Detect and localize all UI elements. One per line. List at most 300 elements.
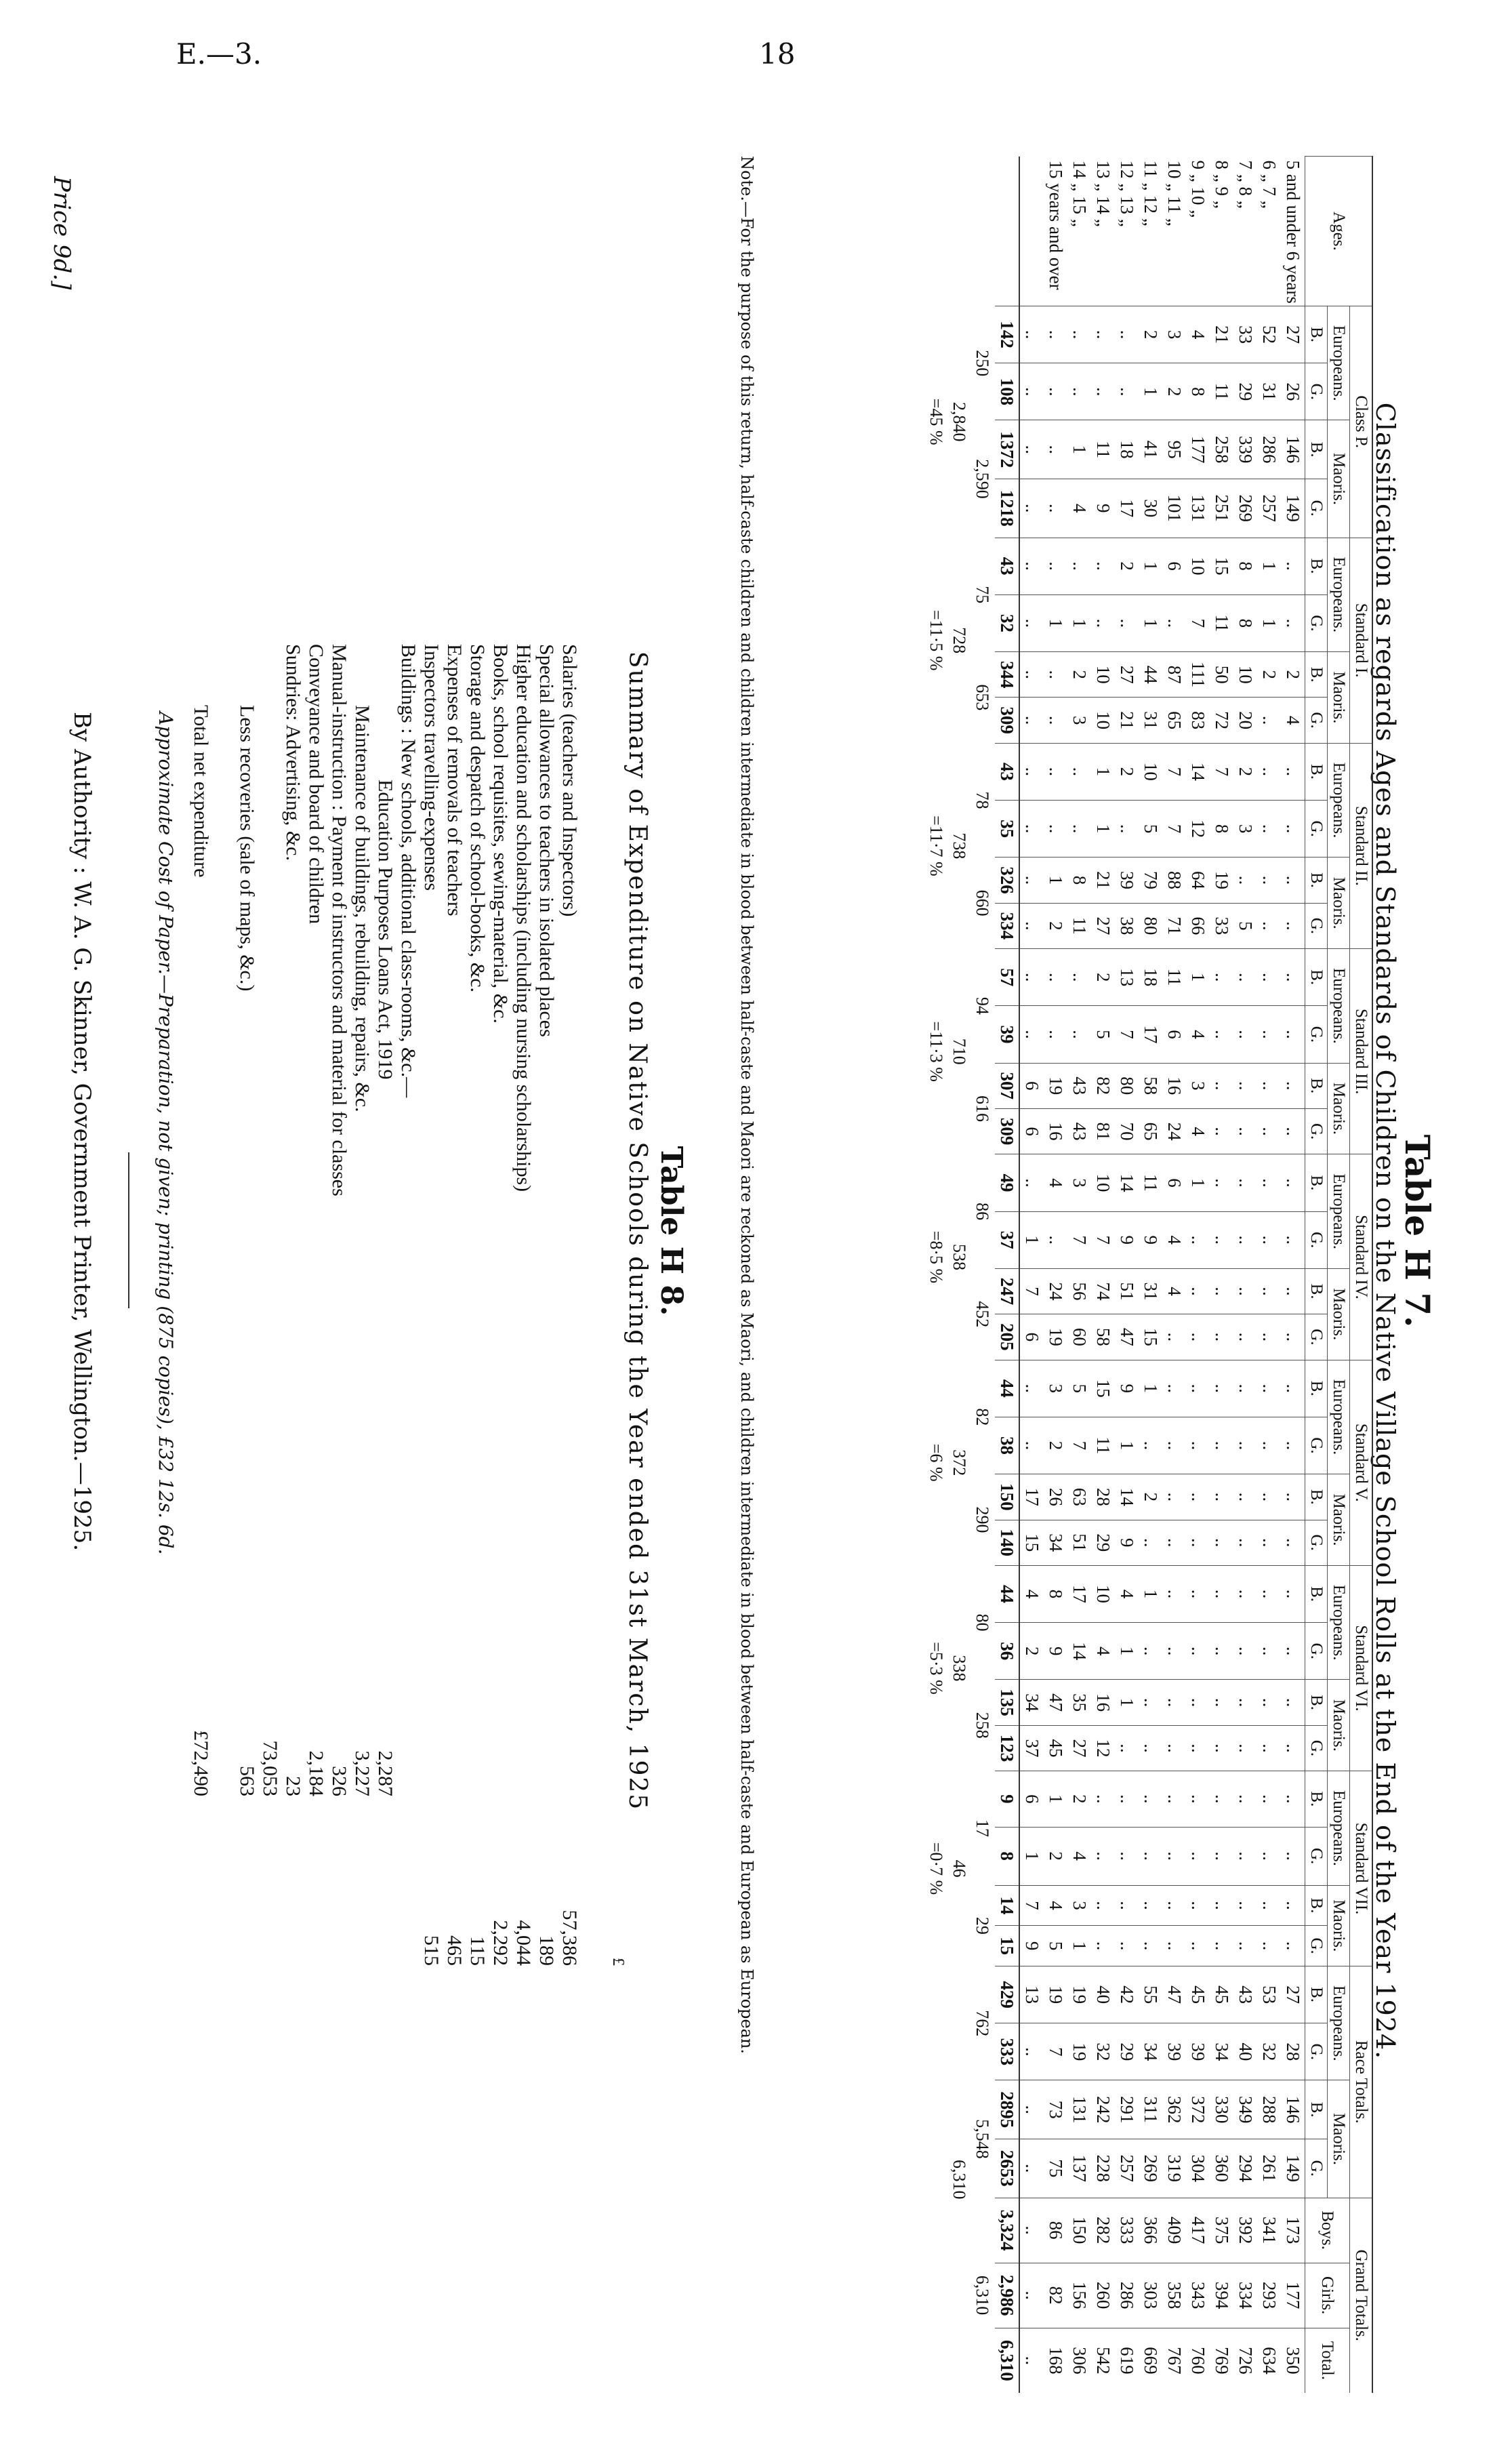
value-cell: 394	[1210, 2263, 1233, 2328]
total-cell: 2895	[995, 2080, 1019, 2139]
total-cell: 2,986	[995, 2263, 1019, 2328]
value-cell: ..	[1044, 698, 1067, 743]
value-cell: ..	[1257, 1725, 1281, 1771]
europeans-header: Europeans.	[1328, 538, 1350, 652]
value-cell: 1	[1044, 1771, 1067, 1827]
value-cell: ..	[1139, 1885, 1162, 1926]
value-cell: 4	[1281, 698, 1305, 743]
value-cell: ..	[1139, 1520, 1162, 1565]
value-cell: ..	[1186, 1474, 1210, 1520]
value-cell: ..	[1091, 1926, 1115, 1966]
value-cell: ..	[1233, 1771, 1257, 1827]
value-cell: ..	[1281, 1725, 1305, 1771]
total-cell: 1372	[995, 420, 1019, 479]
group-header: Standard VII.	[1350, 1771, 1373, 1966]
value-cell: 41	[1139, 420, 1162, 479]
expenditure-row	[189, 644, 212, 1966]
value-cell: ..	[1139, 1417, 1162, 1474]
value-cell: ..	[1281, 538, 1305, 594]
age-cell	[1019, 157, 1044, 306]
value-cell: ..	[1233, 1154, 1257, 1211]
value-cell: 40	[1091, 1966, 1115, 2023]
girls-col-header: G.	[1305, 363, 1328, 420]
value-cell: 11	[1162, 949, 1186, 1006]
value-cell: ..	[1115, 1827, 1139, 1885]
value-cell: ..	[1019, 1154, 1044, 1211]
value-cell: 149	[1281, 479, 1305, 538]
value-cell: 20	[1233, 698, 1257, 743]
value-cell: ..	[1115, 594, 1139, 651]
girls-col-header: G.	[1305, 2139, 1328, 2198]
value-cell: 2	[1233, 743, 1257, 800]
age-cell: 7 „ 8 „	[1235, 160, 1256, 209]
value-cell: 111	[1186, 652, 1210, 698]
value-cell: 47	[1044, 1680, 1067, 1725]
value-cell: ..	[1044, 1006, 1067, 1063]
value-cell: 42	[1115, 1966, 1139, 2023]
value-cell: 14	[1115, 1474, 1139, 1520]
maoris-header: Maoris.	[1328, 2080, 1350, 2198]
total-cell: 57	[995, 949, 1019, 1006]
currency-symbol: £	[609, 1958, 627, 1966]
boys-col-header: B.	[1305, 1680, 1328, 1725]
total-cell: 334	[995, 903, 1019, 948]
value-cell: ..	[1257, 1268, 1281, 1314]
value-cell: 12	[1186, 801, 1210, 857]
price-label: Price 9d.]	[48, 176, 75, 290]
value-cell: 4	[1091, 1623, 1115, 1680]
value-cell: ..	[1281, 1623, 1305, 1680]
expenditure-subamount: 23	[282, 1776, 304, 1796]
value-cell: ..	[1233, 857, 1257, 903]
value-cell: 258	[1210, 420, 1233, 479]
value-cell: 366	[1139, 2198, 1162, 2263]
value-cell: 294	[1233, 2139, 1257, 2198]
value-cell: 8	[1186, 363, 1210, 420]
value-cell: ..	[1139, 1623, 1162, 1680]
value-cell: 40	[1233, 2023, 1257, 2080]
value-cell: 82	[1044, 2263, 1067, 2328]
value-cell: ..	[1044, 743, 1067, 800]
value-cell: ..	[1257, 1360, 1281, 1417]
value-cell: ..	[1186, 1314, 1210, 1360]
value-cell: 2	[1281, 652, 1305, 698]
table-row	[1210, 157, 1233, 2394]
value-cell: ..	[1257, 1771, 1281, 1827]
value-cell: 4	[1186, 1108, 1210, 1154]
value-cell: 1	[1067, 594, 1091, 651]
value-cell: 11	[1210, 594, 1233, 651]
value-cell: 1	[1257, 538, 1281, 594]
group-total-cell: 538	[949, 1243, 969, 1270]
value-cell: ..	[1186, 1771, 1210, 1827]
total-cell: 49	[995, 1154, 1019, 1211]
value-cell: ..	[1186, 1885, 1210, 1926]
table-row	[1186, 157, 1210, 2394]
value-cell: 47	[1115, 1314, 1139, 1360]
value-cell: ..	[1257, 1063, 1281, 1108]
value-cell: ..	[1281, 1417, 1305, 1474]
value-cell: 360	[1210, 2139, 1233, 2198]
value-cell: 1	[1115, 1417, 1139, 1474]
value-cell: 7	[1067, 1211, 1091, 1268]
value-cell: ..	[1162, 1885, 1186, 1926]
value-cell: ..	[1186, 1520, 1210, 1565]
value-cell: ..	[1044, 363, 1067, 420]
value-cell: 51	[1115, 1268, 1139, 1314]
value-cell: 2	[1091, 949, 1115, 1006]
expenditure-label: Buildings : New schools, additional class-rooms, &c.—	[397, 644, 420, 1098]
maoris-header: Maoris.	[1328, 1268, 1350, 1360]
value-cell: 11	[1067, 903, 1091, 948]
value-cell: 1	[1091, 801, 1115, 857]
expenditure-list	[189, 644, 627, 1966]
value-cell: ..	[1233, 1360, 1257, 1417]
value-cell: 17	[1067, 1565, 1091, 1622]
total-cell: 44	[995, 1565, 1019, 1622]
value-cell: 83	[1186, 698, 1210, 743]
value-cell: ..	[1115, 1926, 1139, 1966]
total-cell: 35	[995, 801, 1019, 857]
expenditure-label: Inspectors travelling-expenses	[420, 644, 443, 891]
value-cell: 32	[1091, 2023, 1115, 2080]
value-cell: 177	[1281, 2263, 1305, 2328]
total-cell: 37	[995, 1211, 1019, 1268]
value-cell: 350	[1281, 2328, 1305, 2393]
value-cell: 3	[1233, 801, 1257, 857]
value-cell: 1	[1139, 363, 1162, 420]
subtotal-cell: 762	[973, 2010, 992, 2037]
table-h7	[924, 156, 1373, 2393]
value-cell: ..	[1257, 1108, 1281, 1154]
value-cell: 1	[1139, 1360, 1162, 1417]
europeans-header: Europeans.	[1328, 1360, 1350, 1474]
total-cell: 309	[995, 698, 1019, 743]
value-cell: 334	[1233, 2263, 1257, 2328]
expenditure-subamount: 2,184	[305, 1750, 327, 1796]
value-cell: 7	[1067, 1417, 1091, 1474]
value-cell: 5	[1044, 1926, 1067, 1966]
value-cell: 149	[1281, 2139, 1305, 2198]
totals-label	[995, 157, 1019, 306]
percent-cell: =8·5 %	[926, 1230, 946, 1284]
value-cell: ..	[1044, 479, 1067, 538]
maoris-header: Maoris.	[1328, 420, 1350, 538]
value-cell: 45	[1186, 1966, 1210, 2023]
value-cell: 3	[1067, 1885, 1091, 1926]
value-cell: 14	[1067, 1623, 1091, 1680]
value-cell: 43	[1233, 1966, 1257, 2023]
value-cell: 1	[1044, 857, 1067, 903]
subtotal-cell: 80	[973, 1613, 992, 1632]
value-cell: ..	[1044, 306, 1067, 363]
value-cell: 257	[1257, 479, 1281, 538]
girls-col-header: G.	[1305, 1108, 1328, 1154]
value-cell: 2	[1139, 306, 1162, 363]
value-cell: ..	[1091, 1771, 1115, 1827]
value-cell: 29	[1091, 1520, 1115, 1565]
value-cell: ..	[1210, 1623, 1233, 1680]
value-cell: 19	[1067, 1966, 1091, 2023]
value-cell: 17	[1019, 1474, 1044, 1520]
value-cell: 5	[1139, 801, 1162, 857]
value-cell: 21	[1210, 306, 1233, 363]
value-cell: ..	[1162, 1623, 1186, 1680]
percent-cell: =45 %	[926, 398, 946, 445]
percent-cell: =5·3 %	[926, 1642, 946, 1695]
value-cell: ..	[1210, 1360, 1233, 1417]
total-cell: 15	[995, 1926, 1019, 1966]
value-cell: 39	[1186, 2023, 1210, 2080]
value-cell: 8	[1233, 538, 1257, 594]
group-total-cell: 728	[949, 627, 969, 654]
value-cell: 64	[1186, 857, 1210, 903]
boys-col-header: B.	[1305, 1154, 1328, 1211]
boys-col-header: B.	[1305, 1474, 1328, 1520]
value-cell: 311	[1139, 2080, 1162, 2139]
value-cell: 16	[1044, 1108, 1067, 1154]
age-cell: 14 „ 15 „	[1069, 160, 1090, 227]
expenditure-label: Manual-instruction : Payment of instructors and material for classes	[328, 644, 350, 1196]
value-cell: ..	[1210, 1063, 1233, 1108]
value-cell: ..	[1233, 1474, 1257, 1520]
table-h8-label: Table H 8.	[654, 1146, 689, 1316]
girls-col-header: G.	[1305, 1314, 1328, 1360]
group-total-cell: 46	[949, 1859, 969, 1878]
value-cell: 4	[1115, 1565, 1139, 1622]
expenditure-row	[373, 644, 396, 1966]
value-cell: 66	[1186, 903, 1210, 948]
girls-col-header: G.	[1305, 1006, 1328, 1063]
value-cell: 1	[1186, 1154, 1210, 1211]
total-cell: 2653	[995, 2139, 1019, 2198]
value-cell: ..	[1067, 743, 1091, 800]
value-cell: 17	[1115, 479, 1139, 538]
value-cell: ..	[1210, 1827, 1233, 1885]
maoris-header: Maoris.	[1328, 1474, 1350, 1566]
value-cell: 7	[1091, 1211, 1115, 1268]
value-cell: ..	[1019, 363, 1044, 420]
value-cell: ..	[1281, 903, 1305, 948]
value-cell: 228	[1091, 2139, 1115, 2198]
value-cell: 173	[1281, 2198, 1305, 2263]
group-header: Standard V.	[1350, 1360, 1373, 1565]
total-cell: 36	[995, 1623, 1019, 1680]
value-cell: ..	[1019, 698, 1044, 743]
girls-col-header: G.	[1305, 2023, 1328, 2080]
value-cell: ..	[1091, 594, 1115, 651]
value-cell: 319	[1162, 2139, 1186, 2198]
value-cell: ..	[1257, 1520, 1281, 1565]
europeans-header: Europeans.	[1328, 1565, 1350, 1680]
value-cell: ..	[1115, 1771, 1139, 1827]
expenditure-row	[443, 644, 466, 1966]
subtotal-cell: 258	[973, 1712, 992, 1739]
value-cell: 409	[1162, 2198, 1186, 2263]
value-cell: 260	[1091, 2263, 1115, 2328]
value-cell: 27	[1067, 1725, 1091, 1771]
value-cell: ..	[1210, 1926, 1233, 1966]
girls-col-header: G.	[1305, 1211, 1328, 1268]
value-cell: 80	[1139, 903, 1162, 948]
expenditure-subamount: 2,287	[374, 1750, 396, 1796]
value-cell: 619	[1115, 2328, 1139, 2393]
value-cell: 53	[1257, 1966, 1281, 2023]
value-cell: 726	[1233, 2328, 1257, 2393]
expenditure-row	[466, 644, 489, 1966]
value-cell: ..	[1019, 2139, 1044, 2198]
value-cell: 3	[1162, 306, 1186, 363]
value-cell: 1	[1139, 538, 1162, 594]
girls-col-header: G.	[1305, 1417, 1328, 1474]
total-cell: 3,324	[995, 2198, 1019, 2263]
value-cell: ..	[1233, 1885, 1257, 1926]
value-cell: 2	[1044, 1417, 1067, 1474]
value-cell: 2	[1139, 1474, 1162, 1520]
group-total-cell: 372	[949, 1449, 969, 1476]
expenditure-amount: 115	[466, 1936, 489, 1966]
value-cell: 24	[1044, 1268, 1067, 1314]
expenditure-subamount: 73,053	[259, 1740, 281, 1796]
value-cell: 6	[1019, 1771, 1044, 1827]
value-cell: ..	[1257, 1006, 1281, 1063]
value-cell: 10	[1139, 743, 1162, 800]
total-cell: 309	[995, 1108, 1019, 1154]
total-cell: 135	[995, 1680, 1019, 1725]
value-cell: ..	[1257, 801, 1281, 857]
boys-col-header: B.	[1305, 420, 1328, 479]
subtotal-cell: 78	[973, 791, 992, 809]
subtotal-cell: 29	[973, 1916, 992, 1935]
value-cell: 4	[1186, 1006, 1210, 1063]
value-cell: ..	[1044, 652, 1067, 698]
value-cell: 18	[1115, 420, 1139, 479]
value-cell: 39	[1115, 857, 1139, 903]
value-cell: ..	[1210, 1520, 1233, 1565]
value-cell: 4	[1019, 1565, 1044, 1622]
value-cell: ..	[1091, 363, 1115, 420]
table-row	[1162, 157, 1186, 2394]
value-cell: 14	[1186, 743, 1210, 800]
value-cell: ..	[1019, 306, 1044, 363]
value-cell: 156	[1067, 2263, 1091, 2328]
expenditure-row	[350, 644, 373, 1966]
value-cell: ..	[1210, 1154, 1233, 1211]
value-cell: 7	[1162, 801, 1186, 857]
europeans-header: Europeans.	[1328, 1771, 1350, 1886]
value-cell: 19	[1044, 1314, 1067, 1360]
value-cell: ..	[1210, 1314, 1233, 1360]
value-cell: 6	[1162, 538, 1186, 594]
value-cell: 58	[1091, 1314, 1115, 1360]
value-cell: ..	[1281, 1827, 1305, 1885]
age-cell: 8 „ 9 „	[1212, 160, 1232, 209]
value-cell: 88	[1162, 857, 1186, 903]
table-row	[1044, 157, 1067, 2394]
value-cell: 4	[1044, 1885, 1067, 1926]
value-cell: 669	[1139, 2328, 1162, 2393]
cost-of-paper-note: Approximate Cost of Paper.—Preparation, not given; printing (875 copies), £32 12s. 6d.	[155, 712, 177, 1555]
value-cell: 5	[1067, 1360, 1091, 1417]
value-cell: 269	[1233, 479, 1257, 538]
girls-col-header: G.	[1305, 1926, 1328, 1966]
printer-authority: By Authority : W. A. G. Skinner, Government Printer, Wellington.—1925.	[68, 712, 96, 1552]
value-cell: 1	[1257, 594, 1281, 651]
value-cell: 60	[1067, 1314, 1091, 1360]
value-cell: ..	[1281, 1360, 1305, 1417]
value-cell: ..	[1186, 1623, 1210, 1680]
value-cell: 2	[1115, 743, 1139, 800]
value-cell: ..	[1186, 1827, 1210, 1885]
expenditure-label: Books, school requisites, sewing-material, &c.	[489, 644, 512, 1024]
value-cell: ..	[1186, 1926, 1210, 1966]
value-cell: 43	[1067, 1063, 1091, 1108]
boys-col-header: B.	[1305, 538, 1328, 594]
value-cell: ..	[1233, 1623, 1257, 1680]
value-cell: ..	[1281, 1063, 1305, 1108]
value-cell: ..	[1257, 1680, 1281, 1725]
expenditure-label: Total net expenditure	[190, 705, 212, 878]
expenditure-row	[304, 644, 327, 1966]
value-cell: ..	[1019, 2198, 1044, 2263]
value-cell: 29	[1233, 363, 1257, 420]
boys-col-header: B.	[1305, 1360, 1328, 1417]
value-cell: ..	[1233, 1211, 1257, 1268]
value-cell: ..	[1210, 1725, 1233, 1771]
total-cell: 140	[995, 1520, 1019, 1565]
value-cell: 74	[1091, 1268, 1115, 1314]
subtotals-label	[970, 157, 995, 306]
value-cell: 4	[1162, 1268, 1186, 1314]
group-header: Class P.	[1350, 306, 1373, 538]
value-cell: 9	[1019, 1926, 1044, 1966]
value-cell: 288	[1257, 2080, 1281, 2139]
subtotal-cell: 5,548	[973, 2119, 992, 2159]
value-cell: 34	[1044, 1520, 1067, 1565]
value-cell: 31	[1257, 363, 1281, 420]
value-cell: ..	[1281, 743, 1305, 800]
expenditure-row	[489, 644, 512, 1966]
value-cell: 7	[1186, 594, 1210, 651]
value-cell: ..	[1186, 1417, 1210, 1474]
total-cell: 1218	[995, 479, 1019, 538]
value-cell: ..	[1257, 1417, 1281, 1474]
value-cell: 257	[1115, 2139, 1139, 2198]
value-cell: ..	[1115, 1885, 1139, 1926]
girls-col-header: G.	[1305, 594, 1328, 651]
value-cell: 101	[1162, 479, 1186, 538]
value-cell: ..	[1139, 1771, 1162, 1827]
value-cell: ..	[1139, 1680, 1162, 1725]
value-cell: 6	[1019, 1108, 1044, 1154]
value-cell: ..	[1162, 1474, 1186, 1520]
value-cell: 34	[1019, 1680, 1044, 1725]
value-cell: ..	[1210, 1771, 1233, 1827]
value-cell: 1	[1019, 1827, 1044, 1885]
expenditure-subamount: £72,490	[190, 1730, 212, 1796]
value-cell: ..	[1233, 949, 1257, 1006]
value-cell: 55	[1139, 1966, 1162, 2023]
value-cell: ..	[1067, 949, 1091, 1006]
total-cell: 108	[995, 363, 1019, 420]
value-cell: 11	[1139, 1154, 1162, 1211]
value-cell: 2	[1067, 1771, 1091, 1827]
value-cell: 26	[1044, 1474, 1067, 1520]
expenditure-row	[535, 644, 558, 1966]
value-cell: ..	[1257, 1154, 1281, 1211]
value-cell: 79	[1139, 857, 1162, 903]
expenditure-row	[327, 644, 350, 1966]
